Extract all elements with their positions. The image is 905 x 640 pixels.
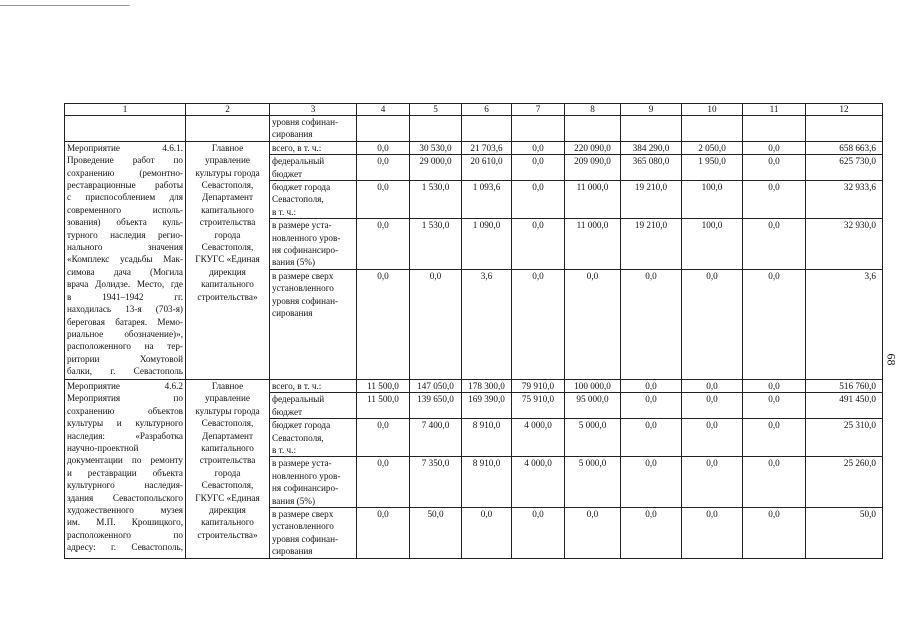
measure-executor-line: Севастополя, <box>201 180 254 191</box>
amount-cell: 11 500,0 <box>357 393 410 419</box>
measure-title-line: реставрационные работы <box>67 180 183 191</box>
amount-cell: 0,0 <box>512 507 565 558</box>
funding-source-line: ня софинансиро- <box>272 483 339 494</box>
amount-cell: 0,0 <box>512 155 565 181</box>
carry-over-source-line: уровня софинан- <box>272 117 339 127</box>
amount-cell: 1 530,0 <box>410 219 462 270</box>
header-col-1: 1 <box>65 104 186 116</box>
amount-cell: 0,0 <box>621 419 682 457</box>
measure-executor-line: Севастополя, <box>201 480 254 491</box>
funding-source-line: в размере сверх <box>272 270 334 281</box>
amount-cell: 32 933,6 <box>806 181 883 219</box>
funding-source <box>270 155 357 181</box>
amount-cell: 384 290,0 <box>621 141 682 154</box>
measure-title-line: с приспособлением для <box>67 192 183 203</box>
measure-executor-line: капитального <box>201 442 254 453</box>
funding-source-line: в т. ч.: <box>272 444 297 455</box>
amount-cell: 29 000,0 <box>410 155 462 181</box>
table-row <box>65 141 883 154</box>
measure-executor-line: капитального <box>201 279 254 290</box>
carry-over-c12 <box>806 116 883 142</box>
funding-source <box>270 219 357 270</box>
amount-cell: 1 530,0 <box>410 181 462 219</box>
funding-source-line: вания (5%) <box>272 495 316 506</box>
amount-cell: 0,0 <box>357 155 410 181</box>
amount-cell: 0,0 <box>743 181 806 219</box>
amount-cell: 3,6 <box>462 269 512 379</box>
funding-source <box>270 419 357 457</box>
table-body <box>65 104 883 559</box>
measure-executor-line: строительства» <box>197 291 258 302</box>
funding-source-line: бюджет <box>272 168 303 179</box>
funding-source <box>270 269 357 379</box>
measure-title-line: в 1941–1942 гг. <box>67 291 183 302</box>
measure-title-line: здания Севастопольского <box>67 492 183 503</box>
measure-executor-line: дирекция <box>209 266 246 277</box>
measure-title-line: нального значения <box>67 242 183 253</box>
measure-executor-line: Департамент <box>202 192 253 203</box>
amount-cell: 32 930,0 <box>806 219 883 270</box>
header-col-6: 6 <box>462 104 512 116</box>
funding-source <box>270 507 357 558</box>
amount-cell: 11 500,0 <box>357 379 410 392</box>
amount-cell: 0,0 <box>357 507 410 558</box>
header-col-9: 9 <box>621 104 682 116</box>
funding-source-line: вания (5%) <box>272 257 316 268</box>
amount-cell: 0,0 <box>621 507 682 558</box>
measure-title-line: сохранению (ремонтно- <box>67 167 183 178</box>
amount-cell: 0,0 <box>357 457 410 508</box>
page-number: 68 <box>884 353 899 366</box>
funding-source-line: новленного уров- <box>272 232 341 243</box>
measure-title-line: балки, г. Севастополь <box>67 366 183 377</box>
funding-source-line: Севастополя, <box>272 194 324 205</box>
funding-source-line: федеральный <box>272 394 325 405</box>
amount-cell: 0,0 <box>621 379 682 392</box>
measure-title-line: им. М.П. Крошицкого, <box>67 517 183 528</box>
measure-executor-line: Главное <box>211 142 244 153</box>
header-col-12: 12 <box>806 104 883 116</box>
carry-over-c5 <box>410 116 462 142</box>
measure-executor <box>186 379 270 558</box>
amount-cell: 0,0 <box>621 269 682 379</box>
amount-cell: 0,0 <box>682 379 743 392</box>
measure-title-line: адресу: г. Севастополь, <box>67 542 183 553</box>
carry-over-source <box>270 116 357 142</box>
measure-title-line: научно-проектной <box>67 442 139 453</box>
carry-over-c2 <box>186 116 270 142</box>
amount-cell: 50,0 <box>410 507 462 558</box>
amount-cell: 0,0 <box>565 507 621 558</box>
amount-cell: 79 910,0 <box>512 379 565 392</box>
amount-cell: 8 910,0 <box>462 419 512 457</box>
amount-cell: 0,0 <box>357 269 410 379</box>
funding-source-line: уровня софинан- <box>272 295 339 306</box>
amount-cell: 0,0 <box>462 507 512 558</box>
measure-title-line: современного исполь- <box>67 204 183 215</box>
amount-cell: 3,6 <box>806 269 883 379</box>
amount-cell: 21 703,6 <box>462 141 512 154</box>
amount-cell: 0,0 <box>682 457 743 508</box>
header-col-2: 2 <box>186 104 270 116</box>
amount-cell: 75 910,0 <box>512 393 565 419</box>
amount-cell: 0,0 <box>743 393 806 419</box>
measure-title <box>65 379 186 558</box>
measure-executor-line: Севастополя, <box>201 418 254 429</box>
amount-cell: 8 910,0 <box>462 457 512 508</box>
measure-title-line: зования) объекта куль- <box>67 217 183 228</box>
amount-cell: 0,0 <box>682 419 743 457</box>
amount-cell: 11 000,0 <box>565 181 621 219</box>
header-col-11: 11 <box>743 104 806 116</box>
amount-cell: 516 760,0 <box>806 379 883 392</box>
funding-source <box>270 141 357 154</box>
measure-title-line: культуры и культурного <box>67 418 183 429</box>
table-row <box>65 379 883 392</box>
funding-source <box>270 181 357 219</box>
measure-title-line: документации по ремонту <box>67 455 183 466</box>
funding-source-line: сирования <box>272 308 313 319</box>
amount-cell: 7 350,0 <box>410 457 462 508</box>
measure-executor-line: Севастополя, <box>201 242 254 253</box>
amount-cell: 0,0 <box>743 457 806 508</box>
amount-cell: 0,0 <box>512 141 565 154</box>
amount-cell: 95 000,0 <box>565 393 621 419</box>
amount-cell: 209 090,0 <box>565 155 621 181</box>
measure-title-line: сохранению объектов <box>67 405 183 416</box>
measure-executor-line: управление <box>205 155 250 166</box>
amount-cell: 0,0 <box>743 507 806 558</box>
amount-cell: 0,0 <box>743 419 806 457</box>
header-col-10: 10 <box>682 104 743 116</box>
funding-source-line: установленного <box>272 521 334 532</box>
funding-source-line: в размере уста- <box>272 458 332 469</box>
carry-over-row <box>65 116 883 142</box>
amount-cell: 0,0 <box>682 507 743 558</box>
measure-executor-line: капитального <box>201 204 254 215</box>
measure-title-line: симова дача (Могила <box>67 266 183 277</box>
funding-source-line: бюджет <box>272 406 303 417</box>
amount-cell: 0,0 <box>357 181 410 219</box>
amount-cell: 220 090,0 <box>565 141 621 154</box>
measure-executor-line: культуры города <box>195 405 260 416</box>
carry-over-c4 <box>357 116 410 142</box>
measure-executor-line: строительства <box>199 217 256 228</box>
amount-cell: 0,0 <box>512 181 565 219</box>
carry-over-c10 <box>682 116 743 142</box>
carry-over-c8 <box>565 116 621 142</box>
funding-source-line: ня софинансиро- <box>272 245 339 256</box>
amount-cell: 5 000,0 <box>565 457 621 508</box>
amount-cell: 0,0 <box>743 219 806 270</box>
measure-title-line: художественного музея <box>67 504 183 515</box>
funding-source-line: бюджет города <box>272 182 331 193</box>
measure-executor-line: строительства» <box>197 529 258 540</box>
measure-title-line: находилась 13-я (703-я) <box>67 304 183 315</box>
amount-cell: 4 000,0 <box>512 457 565 508</box>
amount-cell: 20 610,0 <box>462 155 512 181</box>
amount-cell: 1 090,0 <box>462 219 512 270</box>
funding-source-line: в размере уста- <box>272 220 332 231</box>
amount-cell: 1 950,0 <box>682 155 743 181</box>
header-col-7: 7 <box>512 104 565 116</box>
amount-cell: 0,0 <box>682 269 743 379</box>
amount-cell: 0,0 <box>565 269 621 379</box>
measure-title-line: риальное обозначение)», <box>67 328 183 339</box>
measure-title-line: береговая батарея. Мемо- <box>67 316 183 327</box>
amount-cell: 4 000,0 <box>512 419 565 457</box>
amount-cell: 0,0 <box>357 219 410 270</box>
measure-title-line: Проведение работ по <box>67 155 183 166</box>
funding-source <box>270 379 357 392</box>
header-col-5: 5 <box>410 104 462 116</box>
carry-over-c7 <box>512 116 565 142</box>
funding-source-line: в т. ч.: <box>272 206 297 217</box>
amount-cell: 50,0 <box>806 507 883 558</box>
amount-cell: 19 210,0 <box>621 181 682 219</box>
amount-cell: 625 730,0 <box>806 155 883 181</box>
amount-cell: 19 210,0 <box>621 219 682 270</box>
amount-cell: 100,0 <box>682 181 743 219</box>
carry-over-c6 <box>462 116 512 142</box>
amount-cell: 0,0 <box>512 269 565 379</box>
amount-cell: 139 650,0 <box>410 393 462 419</box>
measure-title-line: наследия: «Разработка <box>67 430 183 441</box>
scan-edge-line <box>0 5 130 6</box>
amount-cell: 0,0 <box>743 269 806 379</box>
funding-source-line: всего, в т. ч.: <box>272 380 322 391</box>
measure-title-line: Мероприятия по <box>67 393 183 404</box>
measure-executor-line: Главное <box>211 380 244 391</box>
header-col-3: 3 <box>270 104 357 116</box>
amount-cell: 169 390,0 <box>462 393 512 419</box>
amount-cell: 0,0 <box>621 393 682 419</box>
funding-source-line: бюджет города <box>272 420 331 431</box>
amount-cell: 1 093,6 <box>462 181 512 219</box>
funding-source <box>270 457 357 508</box>
measure-executor-line: культуры города <box>195 167 260 178</box>
measure-executor <box>186 141 270 379</box>
measure-executor-line: города <box>214 229 241 240</box>
carry-over-source-line: сирования <box>272 129 313 140</box>
amount-cell: 365 080,0 <box>621 155 682 181</box>
measure-title-line: расположенного на тер- <box>67 341 183 352</box>
funding-source-line: всего, в т. ч.: <box>272 142 322 153</box>
funding-source-line: федеральный <box>272 156 325 167</box>
amount-cell: 2 050,0 <box>682 141 743 154</box>
measure-title-line: Мероприятие 4.6.2 <box>67 380 183 391</box>
amount-cell: 7 400,0 <box>410 419 462 457</box>
amount-cell: 0,0 <box>357 141 410 154</box>
measure-title-line: врача Долидзе. Место, где <box>67 279 183 290</box>
funding-source-line: уровня софинан- <box>272 533 339 544</box>
measure-title-line: турного наследия регио- <box>67 229 183 240</box>
funding-source-line: новленного уров- <box>272 470 341 481</box>
measure-executor-line: управление <box>205 393 250 404</box>
funding-source <box>270 393 357 419</box>
header-col-8: 8 <box>565 104 621 116</box>
amount-cell: 491 450,0 <box>806 393 883 419</box>
amount-cell: 11 000,0 <box>565 219 621 270</box>
amount-cell: 0,0 <box>410 269 462 379</box>
measure-executor-line: строительства <box>199 455 256 466</box>
measure-title-line: и реставрации объекта <box>67 467 183 478</box>
funding-source-line: Севастополя, <box>272 432 324 443</box>
amount-cell: 0,0 <box>357 419 410 457</box>
funding-source-line: сирования <box>272 546 313 557</box>
amount-cell: 658 663,6 <box>806 141 883 154</box>
amount-cell: 0,0 <box>512 219 565 270</box>
measure-executor-line: ГКУГС «Единая <box>195 254 260 265</box>
amount-cell: 0,0 <box>743 155 806 181</box>
table-header-row <box>65 104 883 116</box>
measure-title <box>65 141 186 379</box>
measure-executor-line: города <box>214 467 241 478</box>
measure-executor-line: ГКУГС «Единая <box>195 492 260 503</box>
carry-over-c11 <box>743 116 806 142</box>
measure-title-line: ритории Хомутовой <box>67 353 183 364</box>
amount-cell: 147 050,0 <box>410 379 462 392</box>
amount-cell: 5 000,0 <box>565 419 621 457</box>
amount-cell: 0,0 <box>621 457 682 508</box>
amount-cell: 0,0 <box>743 379 806 392</box>
carry-over-c1 <box>65 116 186 142</box>
amount-cell: 25 310,0 <box>806 419 883 457</box>
funding-source-line: установленного <box>272 283 334 294</box>
measure-title-line: культурного наследия- <box>67 480 183 491</box>
amount-cell: 25 260,0 <box>806 457 883 508</box>
funding-source-line: в размере сверх <box>272 508 334 519</box>
measure-title-line: расположенного по <box>67 529 183 540</box>
financing-table <box>64 103 883 559</box>
amount-cell: 30 530,0 <box>410 141 462 154</box>
amount-cell: 0,0 <box>682 393 743 419</box>
carry-over-c9 <box>621 116 682 142</box>
measure-executor-line: Департамент <box>202 430 253 441</box>
measure-title-line: «Комплекс усадьбы Мак- <box>67 254 183 265</box>
amount-cell: 100 000,0 <box>565 379 621 392</box>
measure-executor-line: дирекция <box>209 504 246 515</box>
measure-title-line: Мероприятие 4.6.1. <box>67 142 183 153</box>
amount-cell: 0,0 <box>743 141 806 154</box>
amount-cell: 100,0 <box>682 219 743 270</box>
measure-executor-line: капитального <box>201 517 254 528</box>
amount-cell: 178 300,0 <box>462 379 512 392</box>
header-col-4: 4 <box>357 104 410 116</box>
